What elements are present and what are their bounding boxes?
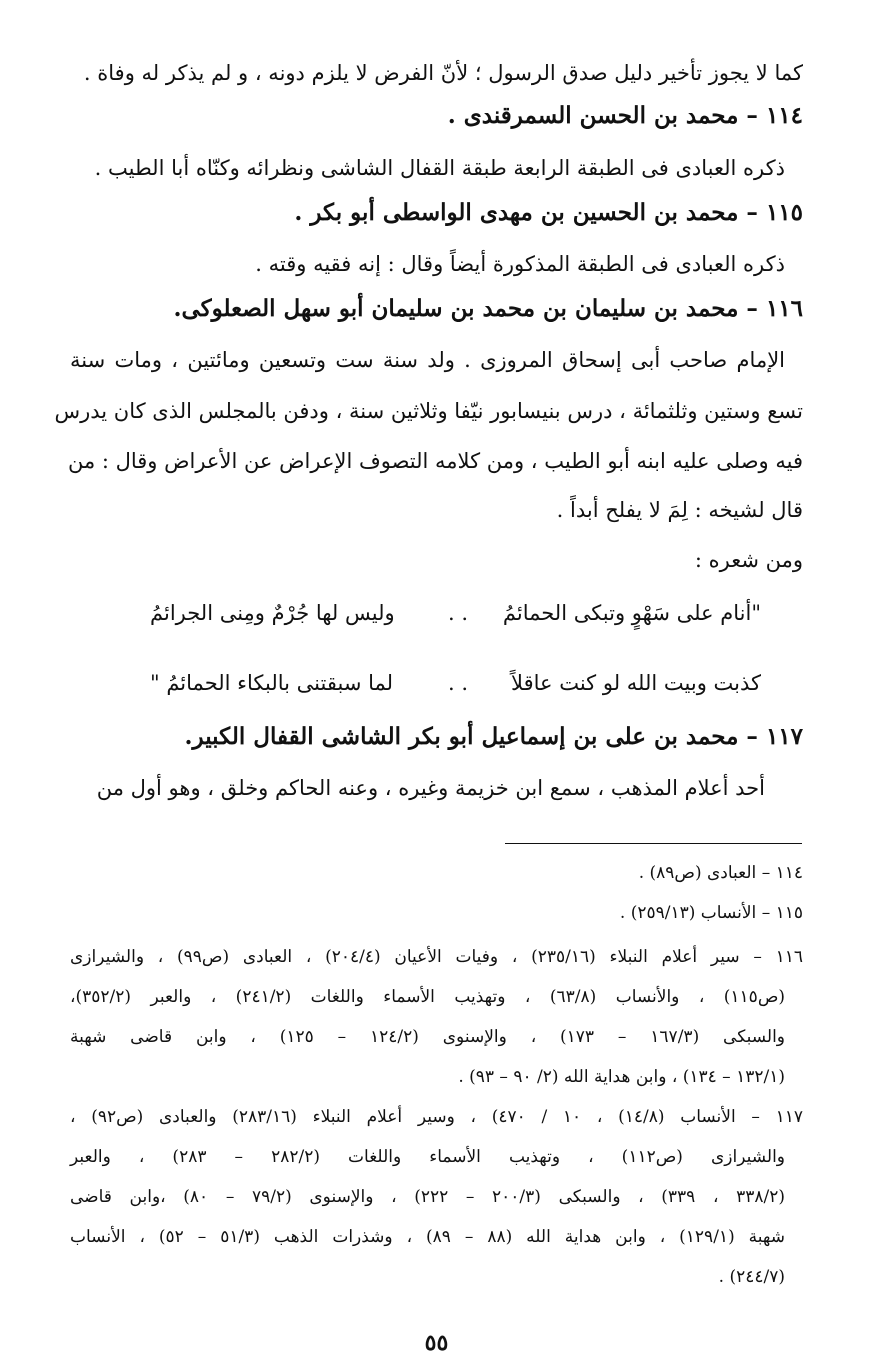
verse-1-first: "أنام على سَهْوٍ وتبكى الحمائمُ xyxy=(502,601,761,625)
footnote-117-line: شهبة (١٢٩/١) ، وابن هداية الله (٨٨ – ٨٩) ، وشذرات الذهب (٥١/٣ – ٥٢) ، الأنساب xyxy=(70,1227,785,1247)
verse-2-separator: . . xyxy=(447,671,468,695)
body-line: ذكره العبادى فى الطبقة المذكورة أيضاً وقال : إنه فقيه وقته . xyxy=(255,252,785,276)
footnote-117-line: (٣٣٨/٢ ، ٣٣٩) ، والسبكى (٢٠٠/٣ – ٢٢٢) ، والإسنوى (٧٩/٢ – ٨٠) ،وابن قاضى xyxy=(70,1187,785,1207)
footnote-117-line: (٢٤٤/٧) . xyxy=(718,1267,785,1287)
body-line: كما لا يجوز تأخير دليل صدق الرسول ؛ لأنّ الفرض لا يلزم دونه ، و لم يذكر له وفاة . xyxy=(83,61,803,85)
footnote-115: ١١٥ – الأنساب (٢٥٩/١٣) . xyxy=(619,903,803,923)
footnote-116-line: ١١٦ – سير أعلام النبلاء (٢٣٥/١٦) ، وفيات الأعيان (٢٠٤/٤) ، العبادى (ص٩٩) ، والشيرازى xyxy=(70,947,804,967)
body-line: تسع وستين وثلثمائة ، درس بنيسابور نيّفا وثلاثين سنة ، ودفن بالمجلس الذى كان يدرس xyxy=(54,399,803,423)
footnote-116-line: (١٣٢/١ – ١٣٤) ، وابن هداية الله (٢/ ٩٠ – ٩٣) . xyxy=(458,1067,785,1087)
entry-heading-115: ١١٥ – محمد بن الحسين بن مهدى الواسطى أبو بكر . xyxy=(294,199,803,226)
footnote-separator xyxy=(505,843,802,844)
poetry-intro: ومن شعره : xyxy=(694,548,803,572)
verse-1-second: وليس لها جُرْمٌ ومِنى الجرائمُ xyxy=(150,601,395,625)
body-line: أحد أعلام المذهب ، سمع ابن خزيمة وغيره ، وعنه الحاكم وخلق ، وهو أول من xyxy=(96,776,765,800)
verse-1-separator: . . xyxy=(447,601,468,625)
entry-heading-116: ١١٦ – محمد بن سليمان بن محمد بن سليمان أبو سهل الصعلوكى. xyxy=(173,295,803,322)
page-number: ٥٥ xyxy=(424,1330,449,1356)
footnote-117-line: والشيرازى (ص١١٢) ، وتهذيب الأسماء واللغات (٢٨٢/٢ – ٢٨٣) ، والعبر xyxy=(70,1147,786,1167)
footnote-114: ١١٤ – العبادى (ص٨٩) . xyxy=(638,863,803,883)
entry-heading-117: ١١٧ – محمد بن على بن إسماعيل أبو بكر الشاشى القفال الكبير. xyxy=(184,723,803,750)
footnote-116-line: (ص١١٥) ، والأنساب (٦٣/٨) ، وتهذيب الأسماء واللغات (٢٤١/٢) ، والعبر (٣٥٢/٢)، xyxy=(70,987,786,1007)
verse-2-first: كذبت وبيت الله لو كنت عاقلاً xyxy=(511,671,761,695)
entry-heading-114: ١١٤ – محمد بن الحسن السمرقندى . xyxy=(447,102,803,129)
body-line: الإمام صاحب أبى إسحاق المروزى . ولد سنة ست وتسعين ومائتين ، ومات سنة xyxy=(70,348,785,372)
verse-2-second: لما سبقتنى بالبكاء الحمائمُ " xyxy=(150,671,394,695)
body-line: قال لشيخه : لِمَ لا يفلح أبداً . xyxy=(556,498,803,522)
body-line: فيه وصلى عليه ابنه أبو الطيب ، ومن كلامه التصوف الإعراض عن الأعراض وقال : من xyxy=(67,449,803,473)
footnote-116-line: والسبكى (١٦٧/٣ – ١٧٣) ، والإسنوى (١٢٤/٢ – ١٢٥) ، وابن قاضى شهبة xyxy=(70,1027,786,1047)
body-line: ذكره العبادى فى الطبقة الرابعة طبقة القفال الشاشى ونظرائه وكنّاه أبا الطيب . xyxy=(94,156,785,180)
footnote-117-line: ١١٧ – الأنساب (١٤/٨) ، ١٠ / ٤٧٠) ، وسير أعلام النبلاء (٢٨٣/١٦) والعبادى (ص٩٢) ، xyxy=(70,1107,804,1127)
